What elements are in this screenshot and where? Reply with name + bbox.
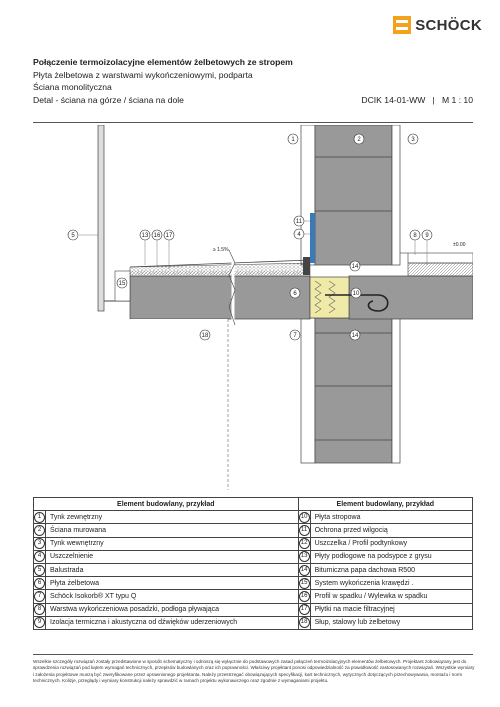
legend-number-cell [298, 590, 310, 603]
legend-row [34, 590, 473, 603]
detail-row [33, 94, 473, 107]
legend-number-cell [34, 563, 46, 576]
svg-text:8: 8 [413, 233, 417, 239]
legend-number-cell [298, 511, 310, 524]
callout-8 [410, 230, 420, 240]
legend-number: 16 [299, 591, 310, 602]
legend-row [34, 616, 473, 629]
legend-label: Profil w spadku / Wylewka w spadku [310, 590, 472, 603]
interior-floor-finish [408, 253, 473, 263]
legend-table [33, 497, 473, 630]
legend-number: 1 [34, 512, 45, 523]
svg-text:13: 13 [141, 233, 149, 239]
callout-7 [290, 330, 300, 340]
document-title: Połączenie termoizolacyjne elementów żelbetowych ze stropem [33, 57, 293, 67]
legend-label: Tynk wewnętrzny [46, 537, 299, 550]
document-header [33, 56, 473, 106]
legend-row [34, 577, 473, 590]
legend-number: 18 [299, 617, 310, 628]
legend-number-cell [298, 537, 310, 550]
svg-text:14: 14 [351, 264, 359, 270]
callout-13 [140, 230, 150, 240]
callout-6 [290, 288, 300, 298]
legend-number-cell [34, 537, 46, 550]
legend-number: 4 [34, 551, 45, 562]
callout-16 [152, 230, 162, 240]
svg-text:14: 14 [351, 333, 359, 339]
legend-number-cell [298, 616, 310, 629]
railing [98, 125, 104, 311]
header-divider [33, 122, 473, 123]
legend-number-cell [298, 550, 310, 563]
callout-18 [200, 330, 210, 340]
callout-11 [294, 216, 304, 226]
callout-2 [354, 134, 364, 144]
legend-label: Izolacja termiczna i akustyczna od dźwięków uderzeniowych [46, 616, 299, 629]
brand-name: SCHÖCK [415, 16, 482, 34]
callout-14-top [350, 261, 360, 271]
drawing-code: DCIK 14-01-WW [361, 94, 426, 105]
drawing-reference [361, 94, 473, 107]
legend-number-cell [34, 616, 46, 629]
callout-17 [164, 230, 174, 240]
legend-header-right: Element budowlany, przykład [298, 498, 472, 511]
interior-insulation [408, 263, 473, 276]
svg-text:16: 16 [153, 233, 161, 239]
legend-label: Słup, stalowy lub żelbetowy [310, 616, 472, 629]
callout-10 [351, 288, 361, 298]
callout-1 [288, 134, 298, 144]
masonry-wall-upper [315, 125, 392, 265]
legend-label: Uszczelnienie [46, 550, 299, 563]
slope-label: ≥ 1.5% [213, 247, 229, 253]
legend-row [34, 537, 473, 550]
legend-header-row [34, 498, 473, 511]
legend-label: Tynk zewnętrzny [46, 511, 299, 524]
legend-label: Płyta stropowa [310, 511, 472, 524]
svg-text:3: 3 [411, 137, 415, 143]
floor-slab [349, 276, 473, 319]
disclaimer-note: Wszelkie szczegóły rozwiązań zostały przedstawione w sposób schematyczny i odnoszą się wyłącznie do podstawowych zasad połączeń termoizolacyjnych elementów żelbetowych. Projektant zobowiązany jest do sprawdzenia rozwiązań pod kątem wymagań technicznych, przepisów budowlanych oraz ich poprawności. Właściwy projektant ponosi odpowiedzialność za prawidłowość zastosowanych rozwiązań. Wszystkie wymiary i założenia projektowe muszą być zweryfikowane przez uprawnionego projektanta. Należy przestrzegać obowiązujących specyfikacji, kart technicznych, wytycznych dotyczących przechowywania, montażu i norm technicznych. Kolizje, przeglądy i wymiary konstrukcji należy sprawdzić w ramach projektu wykonawczego oraz zgodnie z wymaganiami projektu. [33, 659, 475, 684]
legend-number: 8 [34, 604, 45, 615]
legend-row [34, 550, 473, 563]
legend-row [34, 524, 473, 537]
legend-number: 2 [34, 525, 45, 536]
legend-number-cell [298, 563, 310, 576]
interior-plaster-lower [392, 318, 400, 463]
svg-text:10: 10 [352, 291, 360, 297]
legend-label: Warstwa wykończeniowa posadzki, podłoga pływająca [46, 603, 299, 616]
callout-15 [117, 278, 127, 288]
legend-number-cell [298, 524, 310, 537]
legend-label: Ściana murowana [46, 524, 299, 537]
legend-header-left: Element budowlany, przykład [34, 498, 299, 511]
legend-number-cell [34, 577, 46, 590]
callout-9 [422, 230, 432, 240]
legend-label: System wykończenia krawędzi . [310, 577, 472, 590]
schoeck-logo [393, 16, 482, 34]
svg-text:4: 4 [297, 232, 301, 238]
svg-text:1: 1 [291, 137, 295, 143]
svg-text:7: 7 [293, 333, 297, 339]
legend-number: 6 [34, 578, 45, 589]
technical-drawing [33, 125, 473, 490]
svg-text:9: 9 [425, 233, 429, 239]
legend-number: 5 [34, 565, 45, 576]
legend-number: 12 [299, 538, 310, 549]
reinforced-concrete-slab [130, 276, 310, 319]
detail-description: Detal - ściana na górze / ściana na dole [33, 94, 184, 105]
footer-divider [33, 654, 473, 655]
legend-number-cell [298, 603, 310, 616]
callout-5 [68, 230, 78, 240]
callout-3 [408, 134, 418, 144]
legend-row [34, 563, 473, 576]
legend-number: 9 [34, 617, 45, 628]
legend-label: Balustrada [46, 563, 299, 576]
legend-number: 10 [299, 512, 310, 523]
legend-label: Uszczelka / Profil podtynkowy [310, 537, 472, 550]
legend-number-cell [34, 550, 46, 563]
moisture-protection [310, 213, 315, 263]
legend-number: 14 [299, 565, 310, 576]
svg-text:2: 2 [357, 137, 361, 143]
exterior-plaster-lower [301, 318, 315, 463]
drip-edge [303, 257, 310, 275]
legend-number: 7 [34, 591, 45, 602]
legend-number: 11 [299, 525, 310, 536]
legend-label: Ochrona przed wilgocią [310, 524, 472, 537]
callout-14-bottom [350, 330, 360, 340]
legend-number: 3 [34, 538, 45, 549]
interior-plaster-upper [392, 125, 400, 265]
legend-row [34, 603, 473, 616]
svg-text:17: 17 [165, 233, 173, 239]
legend-number: 17 [299, 604, 310, 615]
subtitle-line-1: Płyta żelbetowa z warstwami wykończeniowymi, podparta [33, 69, 253, 80]
legend-row [34, 511, 473, 524]
svg-text:11: 11 [295, 219, 303, 225]
legend-label: Płytki na macie filtracyjnej [310, 603, 472, 616]
column-area [130, 319, 228, 490]
legend-number: 15 [299, 578, 310, 589]
legend-number-cell [298, 577, 310, 590]
separator: | [432, 94, 435, 105]
svg-text:15: 15 [118, 281, 126, 287]
legend-number-cell [34, 524, 46, 537]
legend-label: Płyta żelbetowa [46, 577, 299, 590]
legend-label: Schöck Isokorb® XT typu Q [46, 590, 299, 603]
legend-number-cell [34, 603, 46, 616]
svg-text:5: 5 [71, 233, 75, 239]
level-label: ±0.00 [453, 242, 466, 248]
legend-number-cell [34, 590, 46, 603]
subtitle-line-2: Ściana monolityczna [33, 82, 112, 92]
drawing-scale: M 1 : 10 [441, 94, 473, 105]
legend-label: Płyty podłogowe na podsypce z grysu [310, 550, 472, 563]
svg-text:6: 6 [293, 291, 297, 297]
callout-4 [294, 229, 304, 239]
schoeck-logo-icon [393, 16, 411, 34]
svg-text:18: 18 [201, 333, 209, 339]
legend-label: Bitumiczna papa dachowa R500 [310, 563, 472, 576]
legend-number: 13 [299, 551, 310, 562]
legend-number-cell [34, 511, 46, 524]
legend-body [34, 511, 473, 630]
